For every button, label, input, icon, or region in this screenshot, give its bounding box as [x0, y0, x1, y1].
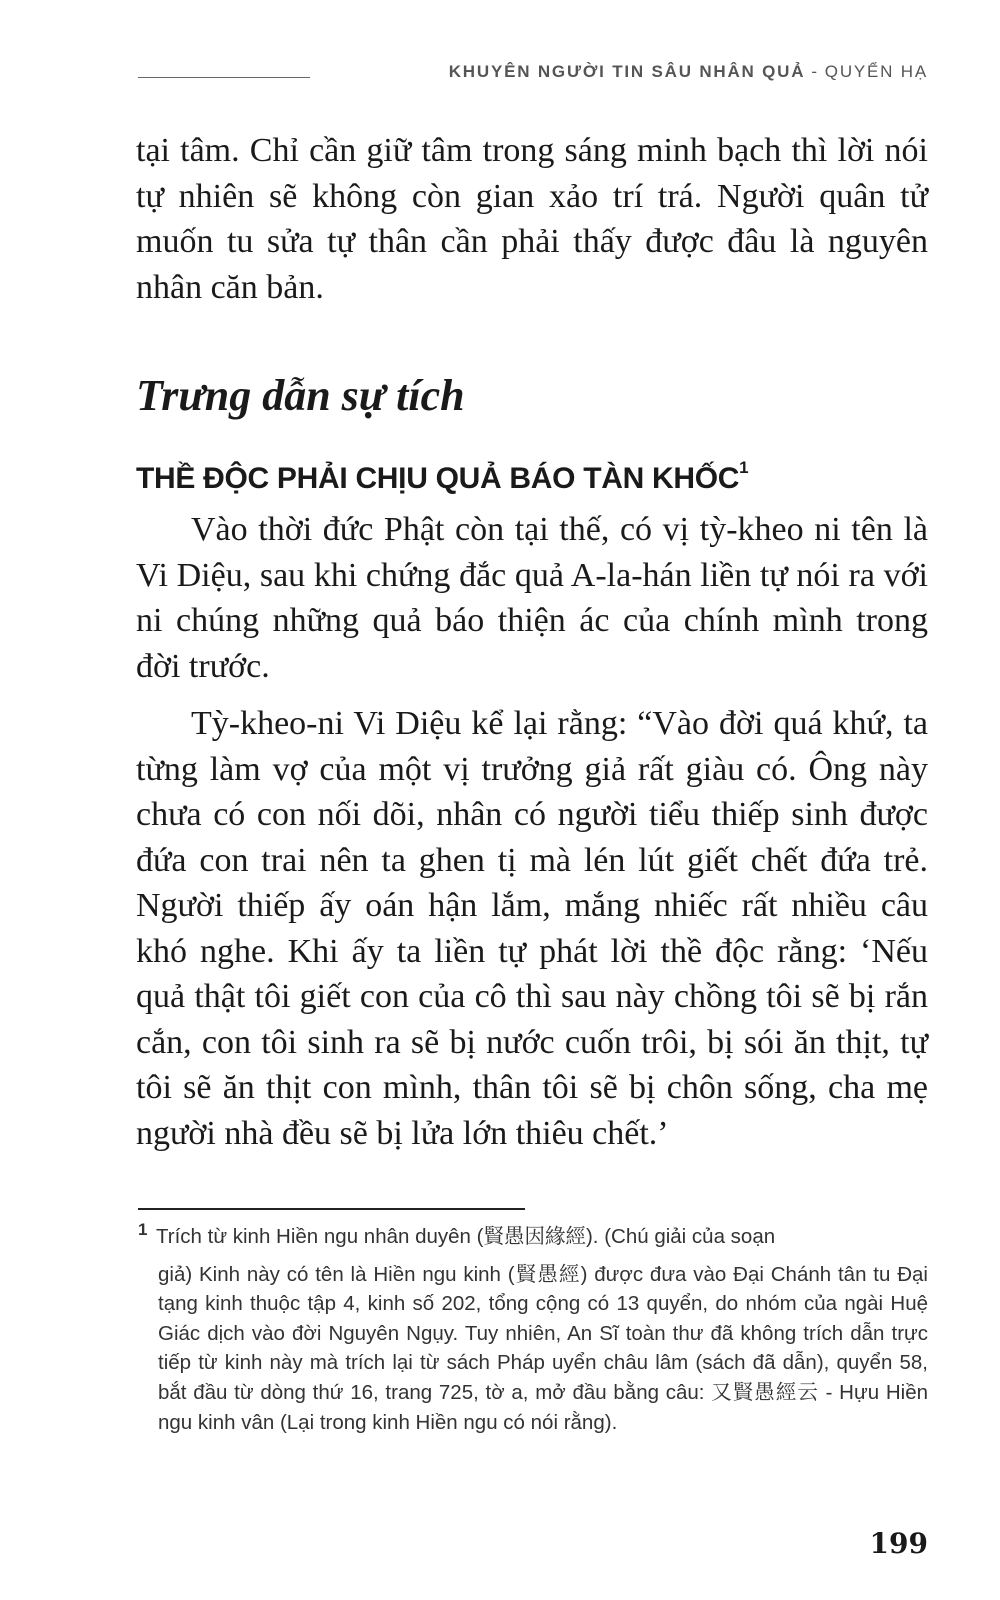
opening-paragraph: tại tâm. Chỉ cần giữ tâm trong sáng minh bạch thì lời nói tự nhiên sẽ không còn gian xảo trí trá. Người quân tử muốn tu sửa tự thân cần phải thấy được đâu là nguyên nhân căn bản.: [136, 132, 928, 306]
footnote-divider: [138, 1208, 525, 1210]
story-paragraph: Tỳ-kheo-ni Vi Diệu kể lại rằng: “Vào đời quá khứ, ta từng làm vợ của một vị trưởng giả rất giàu có. Ông này chưa có con nối dõi, nhân có người tiểu thiếp sinh được đứa con trai nên ta ghen tị mà lén lút giết chết đứa trẻ. Người thiếp ấy oán hận lắm, mắng nhiếc rất nhiều câu khó nghe. Khi ấy ta liền tự phát lời thề độc rằng: ‘Nếu quả thật tôi giết con của cô thì sau này chồng tôi sẽ bị rắn cắn, con tôi sinh ra sẽ bị nước cuốn trôi, bị sói ăn thịt, tự tôi sẽ ăn thịt con mình, thân tôi sẽ bị chôn sống, cha mẹ người nhà đều sẽ bị lửa lớn thiêu chết.’: [136, 705, 928, 1152]
running-head-title: KHUYÊN NGƯỜI TIN SÂU NHÂN QUẢ: [448, 62, 806, 81]
footnote: [138, 1222, 928, 1437]
story-paragraph: Vào thời đức Phật còn tại thế, có vị tỳ-kheo ni tên là Vi Diệu, sau khi chứng đắc quả A-la-hán liền tự nói ra với ni chúng những quả báo thiện ác của chính mình trong đời trước.: [136, 511, 928, 685]
page-number: 199: [869, 1527, 928, 1560]
footnote-first-text: Trích từ kinh Hiền ngu nhân duyên (賢愚因緣經). (Chú giải của soạn: [156, 1225, 776, 1248]
running-head: [449, 62, 928, 82]
footnote-body: giả) Kinh này có tên là Hiền ngu kinh (賢愚經) được đưa vào Đại Chánh tân tu Đại tạng kinh thuộc tập 4, kinh số 202, tổng cộng có 13 quyển, do nhóm của ngài Huệ Giác dịch vào đời Nguyên Ngụy. Tuy nhiên, An Sĩ toàn thư đã không trích dẫn trực tiếp từ kinh này mà trích lại từ sách Pháp uyển châu lâm (sách đã dẫn), quyển 58, bắt đầu từ dòng thứ 16, trang 725, tờ a, mở đầu bằng câu: 又賢愚經云 - Hựu Hiền ngu kinh vân (Lại trong kinh Hiền ngu có nói rằng).: [158, 1262, 928, 1434]
main-content: [136, 128, 928, 1156]
footnote-number: 1: [138, 1220, 148, 1239]
section-title: Trưng dẫn sự tích: [136, 371, 465, 420]
story-title: [136, 450, 928, 501]
running-head-volume: QUYỂN HẠ: [824, 62, 928, 81]
footnote-reference[interactable]: 1: [739, 458, 749, 477]
running-head-separator: -: [811, 62, 819, 81]
story-title-text: THỀ ĐỘC PHẢI CHỊU QUẢ BÁO TÀN KHỐC: [136, 462, 740, 495]
header-rule: [138, 77, 310, 78]
footnote-first-line: [138, 1222, 928, 1253]
